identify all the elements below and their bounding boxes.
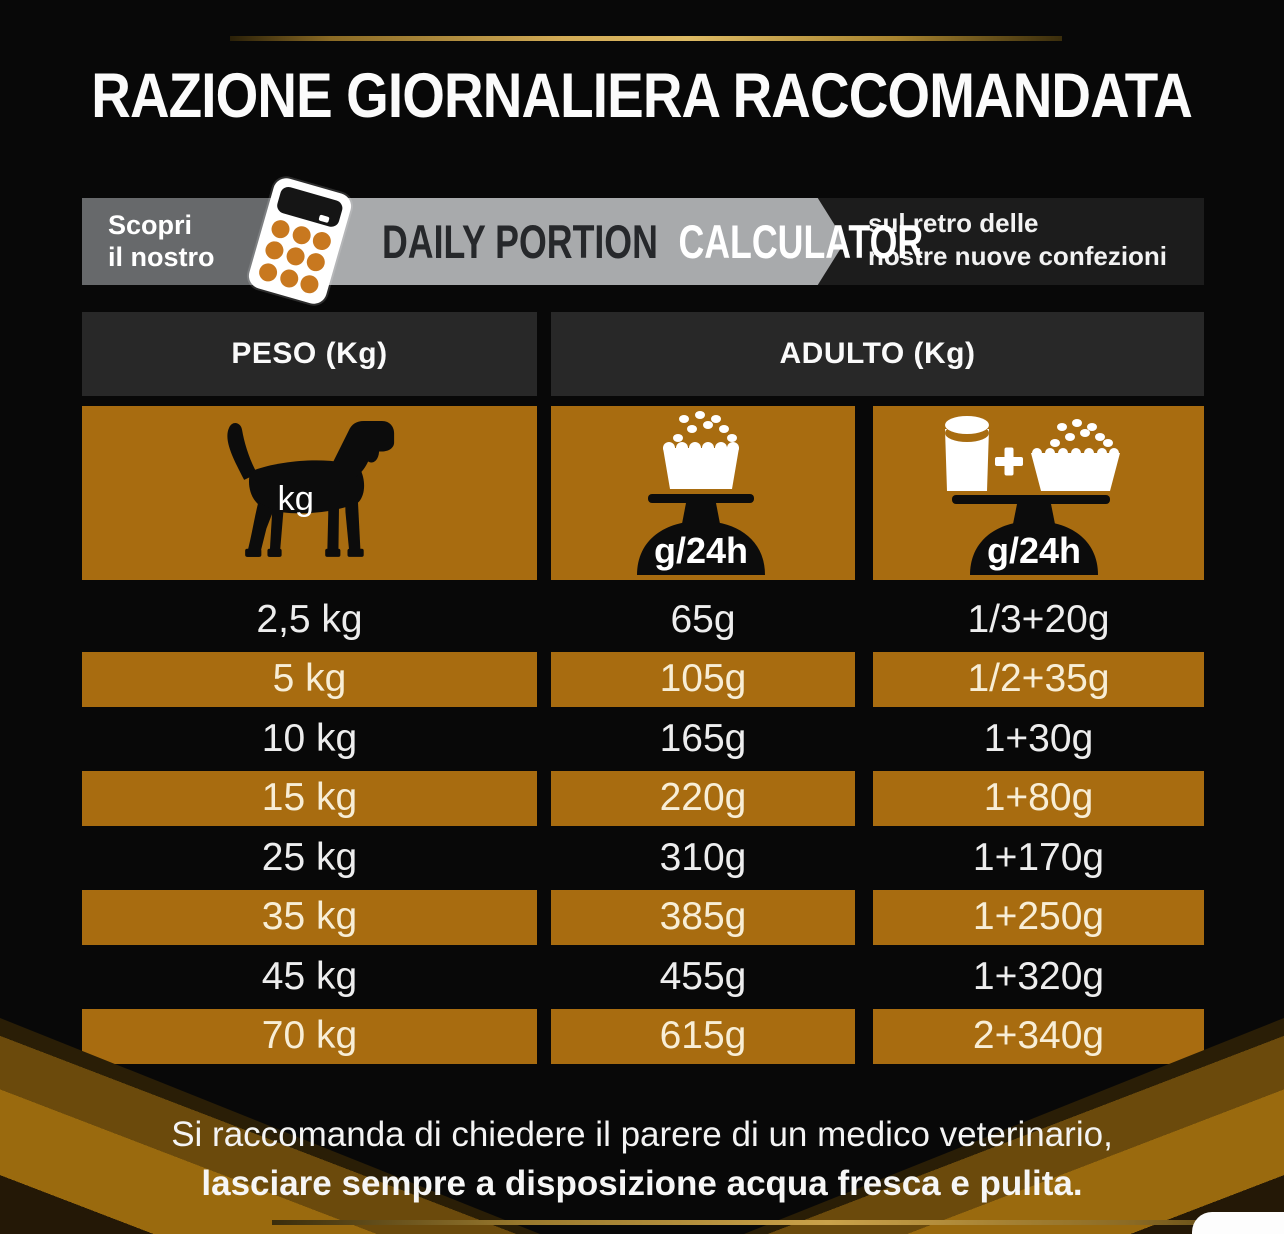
advisory-line1: Si raccomanda di chiedere il parere di un medico veterinario, (171, 1115, 1113, 1154)
table-cell: 1+170g (972, 835, 1105, 879)
banner-right-line1: sul retro delle (868, 208, 1039, 238)
table-cell: 35 kg (82, 890, 537, 945)
dog-icon (212, 417, 408, 569)
column-header-adult (551, 312, 1204, 396)
daily-portion-calculator-title (382, 198, 1094, 285)
table-cell: 615g (551, 1009, 855, 1064)
table-row (82, 1007, 1204, 1067)
daily-portion-label: DAILY PORTION (382, 215, 658, 268)
table-cell: 45 kg (261, 954, 358, 998)
calculator-label: CALCULATOR (678, 215, 924, 268)
table-row (82, 947, 1204, 1007)
icon-cell-mixed (873, 406, 1204, 580)
table-cell: 1+30g (983, 716, 1094, 760)
calculator-keys (257, 218, 334, 297)
advisory-text (0, 1110, 1284, 1208)
table-row (82, 888, 1204, 948)
table-row (82, 828, 1204, 888)
banner-intro-line2: il nostro (108, 242, 215, 272)
mixed-g24h-label: g/24h (986, 530, 1081, 571)
table-cell: 1/3+20g (967, 597, 1110, 641)
banner-right-line2: nostre nuove confezioni (868, 241, 1168, 271)
banner-intro-line1: Scopri (108, 210, 193, 240)
banner-intro-text (108, 209, 215, 273)
column-header-weight (82, 312, 537, 396)
gold-rule-top (230, 36, 1062, 41)
table-cell: 15 kg (82, 771, 537, 826)
dog-kg-label: kg (277, 480, 314, 519)
icon-cell-dry (551, 406, 855, 580)
daily-portion-banner (82, 198, 1204, 285)
table-cell: 2+340g (873, 1009, 1204, 1064)
calculator-icon (246, 175, 354, 307)
white-corner-card (1192, 1212, 1284, 1234)
table-cell: 10 kg (261, 716, 358, 760)
table-cell: 105g (551, 652, 855, 707)
icon-cell-dog (82, 406, 537, 580)
table-row (82, 769, 1204, 829)
table-row (82, 709, 1204, 769)
table-cell: 65g (670, 597, 736, 641)
table-cell: 2,5 kg (256, 597, 363, 641)
can-plus-bowl-scale-icon (914, 411, 1164, 575)
feeding-table-rows (82, 590, 1204, 1066)
table-cell: 455g (659, 954, 747, 998)
table-row (82, 650, 1204, 710)
advisory-line2: lasciare sempre a disposizione acqua fresca e pulita. (201, 1164, 1083, 1203)
dry-g24h-label: g/24h (653, 530, 749, 571)
page-title (0, 60, 1284, 132)
table-cell: 70 kg (82, 1009, 537, 1064)
gold-rule-bottom (272, 1220, 1284, 1225)
table-row (82, 590, 1204, 650)
table-cell: 310g (659, 835, 747, 879)
kibble-bowl-scale-icon (618, 411, 788, 575)
table-cell: 1/2+35g (873, 652, 1204, 707)
table-cell: 1+80g (873, 771, 1204, 826)
table-cell: 1+320g (972, 954, 1105, 998)
weight-header-label: PESO (Kg) (231, 337, 388, 370)
table-cell: 25 kg (261, 835, 358, 879)
table-cell: 1+250g (873, 890, 1204, 945)
table-cell: 5 kg (82, 652, 537, 707)
page-title-text: RAZIONE GIORNALIERA RACCOMANDATA (91, 61, 1193, 131)
table-cell: 385g (551, 890, 855, 945)
adult-header-label: ADULTO (Kg) (779, 337, 976, 370)
table-cell: 165g (659, 716, 747, 760)
table-cell: 220g (551, 771, 855, 826)
